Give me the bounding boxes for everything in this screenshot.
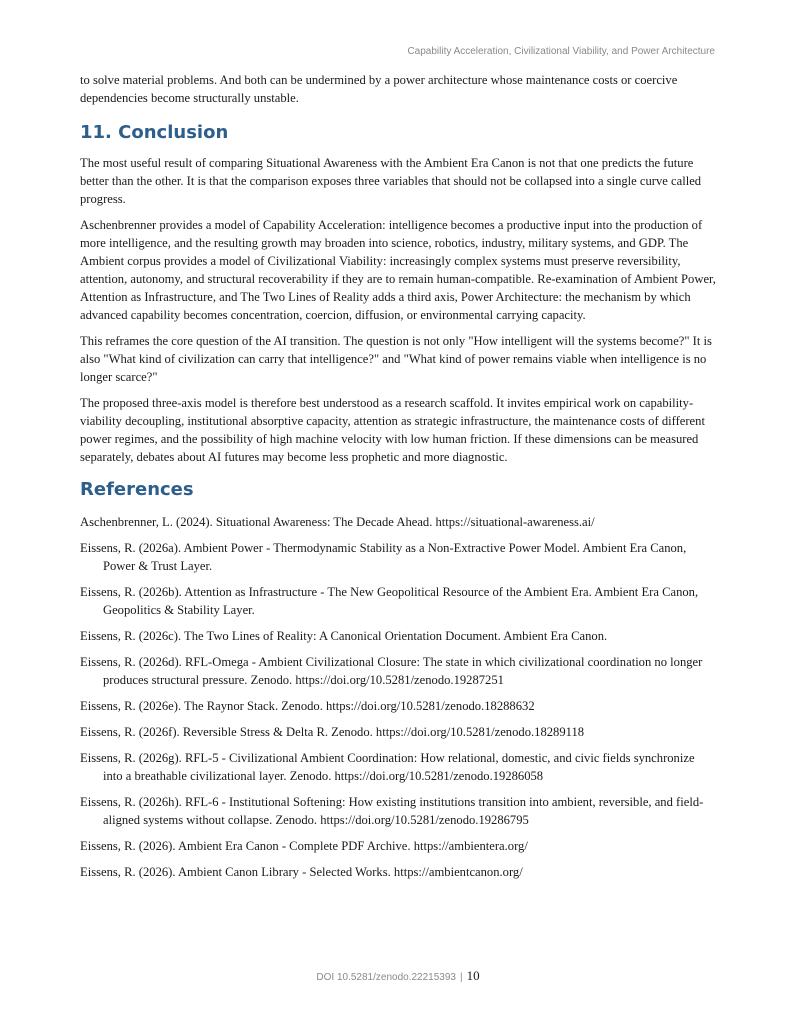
reference-list	[80, 513, 716, 881]
reference-item: Eissens, R. (2026g). RFL-5 - Civilizational Ambient Coordination: How relational, domestic, and civic fields synchronize into a breathable civilizational layer. Zenodo. https://doi.org/10.5281/zenodo.19286058	[80, 751, 695, 783]
reference-item: Eissens, R. (2026). Ambient Canon Library - Selected Works. https://ambientcanon.org/	[80, 865, 523, 879]
reference-item: Eissens, R. (2026). Ambient Era Canon - Complete PDF Archive. https://ambientera.org/	[80, 839, 528, 853]
references-heading: References	[80, 479, 194, 500]
running-header: Capability Acceleration, Civilizational Viability, and Power Architecture	[407, 46, 715, 57]
conclusion-heading: 11. Conclusion	[80, 122, 229, 143]
footer-separator: |	[459, 972, 463, 983]
reference-item: Eissens, R. (2026c). The Two Lines of Reality: A Canonical Orientation Document. Ambient Era Canon.	[80, 629, 608, 643]
reference-item: Aschenbrenner, L. (2024). Situational Awareness: The Decade Ahead. https://situational-awareness.ai/	[80, 515, 595, 529]
conclusion-paragraph-4: The proposed three-axis model is therefore best understood as a research scaffold. It invites empirical work on capability-viability decoupling, institutional absorptive capacity, attention as strategic infrastructure, the maintenance costs of different power regimes, and the possibility of high machine velocity with low human friction. If these dimensions can be measured separately, debates about AI futures may become less prophetic and more diagnostic.	[80, 396, 705, 464]
reference-item: Eissens, R. (2026b). Attention as Infrastructure - The New Geopolitical Resource of the Ambient Era. Ambient Era Canon, Geopolitics & Stability Layer.	[80, 585, 699, 617]
reference-item: Eissens, R. (2026f). Reversible Stress & Delta R. Zenodo. https://doi.org/10.5281/zenodo.18289118	[80, 725, 585, 739]
page-number: 10	[466, 968, 480, 983]
conclusion-paragraph-2: Aschenbrenner provides a model of Capability Acceleration: intelligence becomes a productive input into the production of more intelligence, and the resulting growth may broaden into science, robotics, industry, military systems, and GDP. The Ambient corpus provides a model of Civilizational Viability: increasingly complex systems must preserve reversibility, attention, autonomy, and structural recoverability if they are to remain human-compatible. Re-examination of Ambient Power, Attention as Infrastructure, and The Two Lines of Reality adds a third axis, Power Architecture: the mechanism by which advanced capability becomes concentration, coercion, diffusion, or environmental carrying capacity.	[80, 218, 716, 322]
conclusion-paragraph-3: This reframes the core question of the AI transition. The question is not only "How intelligent will the systems become?" It is also "What kind of civilization can carry that intelligence?" and "What kind of power remains viable when intelligence is no longer scarce?"	[80, 334, 712, 384]
footer-doi: DOI 10.5281/zenodo.22215393	[316, 972, 456, 983]
reference-item: Eissens, R. (2026d). RFL-Omega - Ambient Civilizational Closure: The state in which civilizational coordination no longer produces structural pressure. Zenodo. https://doi.org/10.5281/zenodo.19287251	[80, 655, 703, 687]
reference-item: Eissens, R. (2026a). Ambient Power - Thermodynamic Stability as a Non-Extractive Power Model. Ambient Era Canon, Power & Trust Layer.	[80, 541, 687, 573]
page-content	[80, 71, 716, 889]
continuation-paragraph: to solve material problems. And both can be undermined by a power architecture whose maintenance costs or coercive dependencies become structurally unstable.	[80, 73, 678, 105]
reference-item: Eissens, R. (2026h). RFL-6 - Institutional Softening: How existing institutions transition into ambient, reversible, and field-aligned systems without collapse. Zenodo. https://doi.org/10.5281/zenodo.19286795	[80, 795, 704, 827]
page-footer	[0, 968, 796, 984]
reference-item: Eissens, R. (2026e). The Raynor Stack. Zenodo. https://doi.org/10.5281/zenodo.18288632	[80, 699, 535, 713]
conclusion-paragraph-1: The most useful result of comparing Situational Awareness with the Ambient Era Canon is not that one predicts the future better than the other. It is that the comparison exposes three variables that should not be collapsed into a single curve called progress.	[80, 156, 702, 206]
